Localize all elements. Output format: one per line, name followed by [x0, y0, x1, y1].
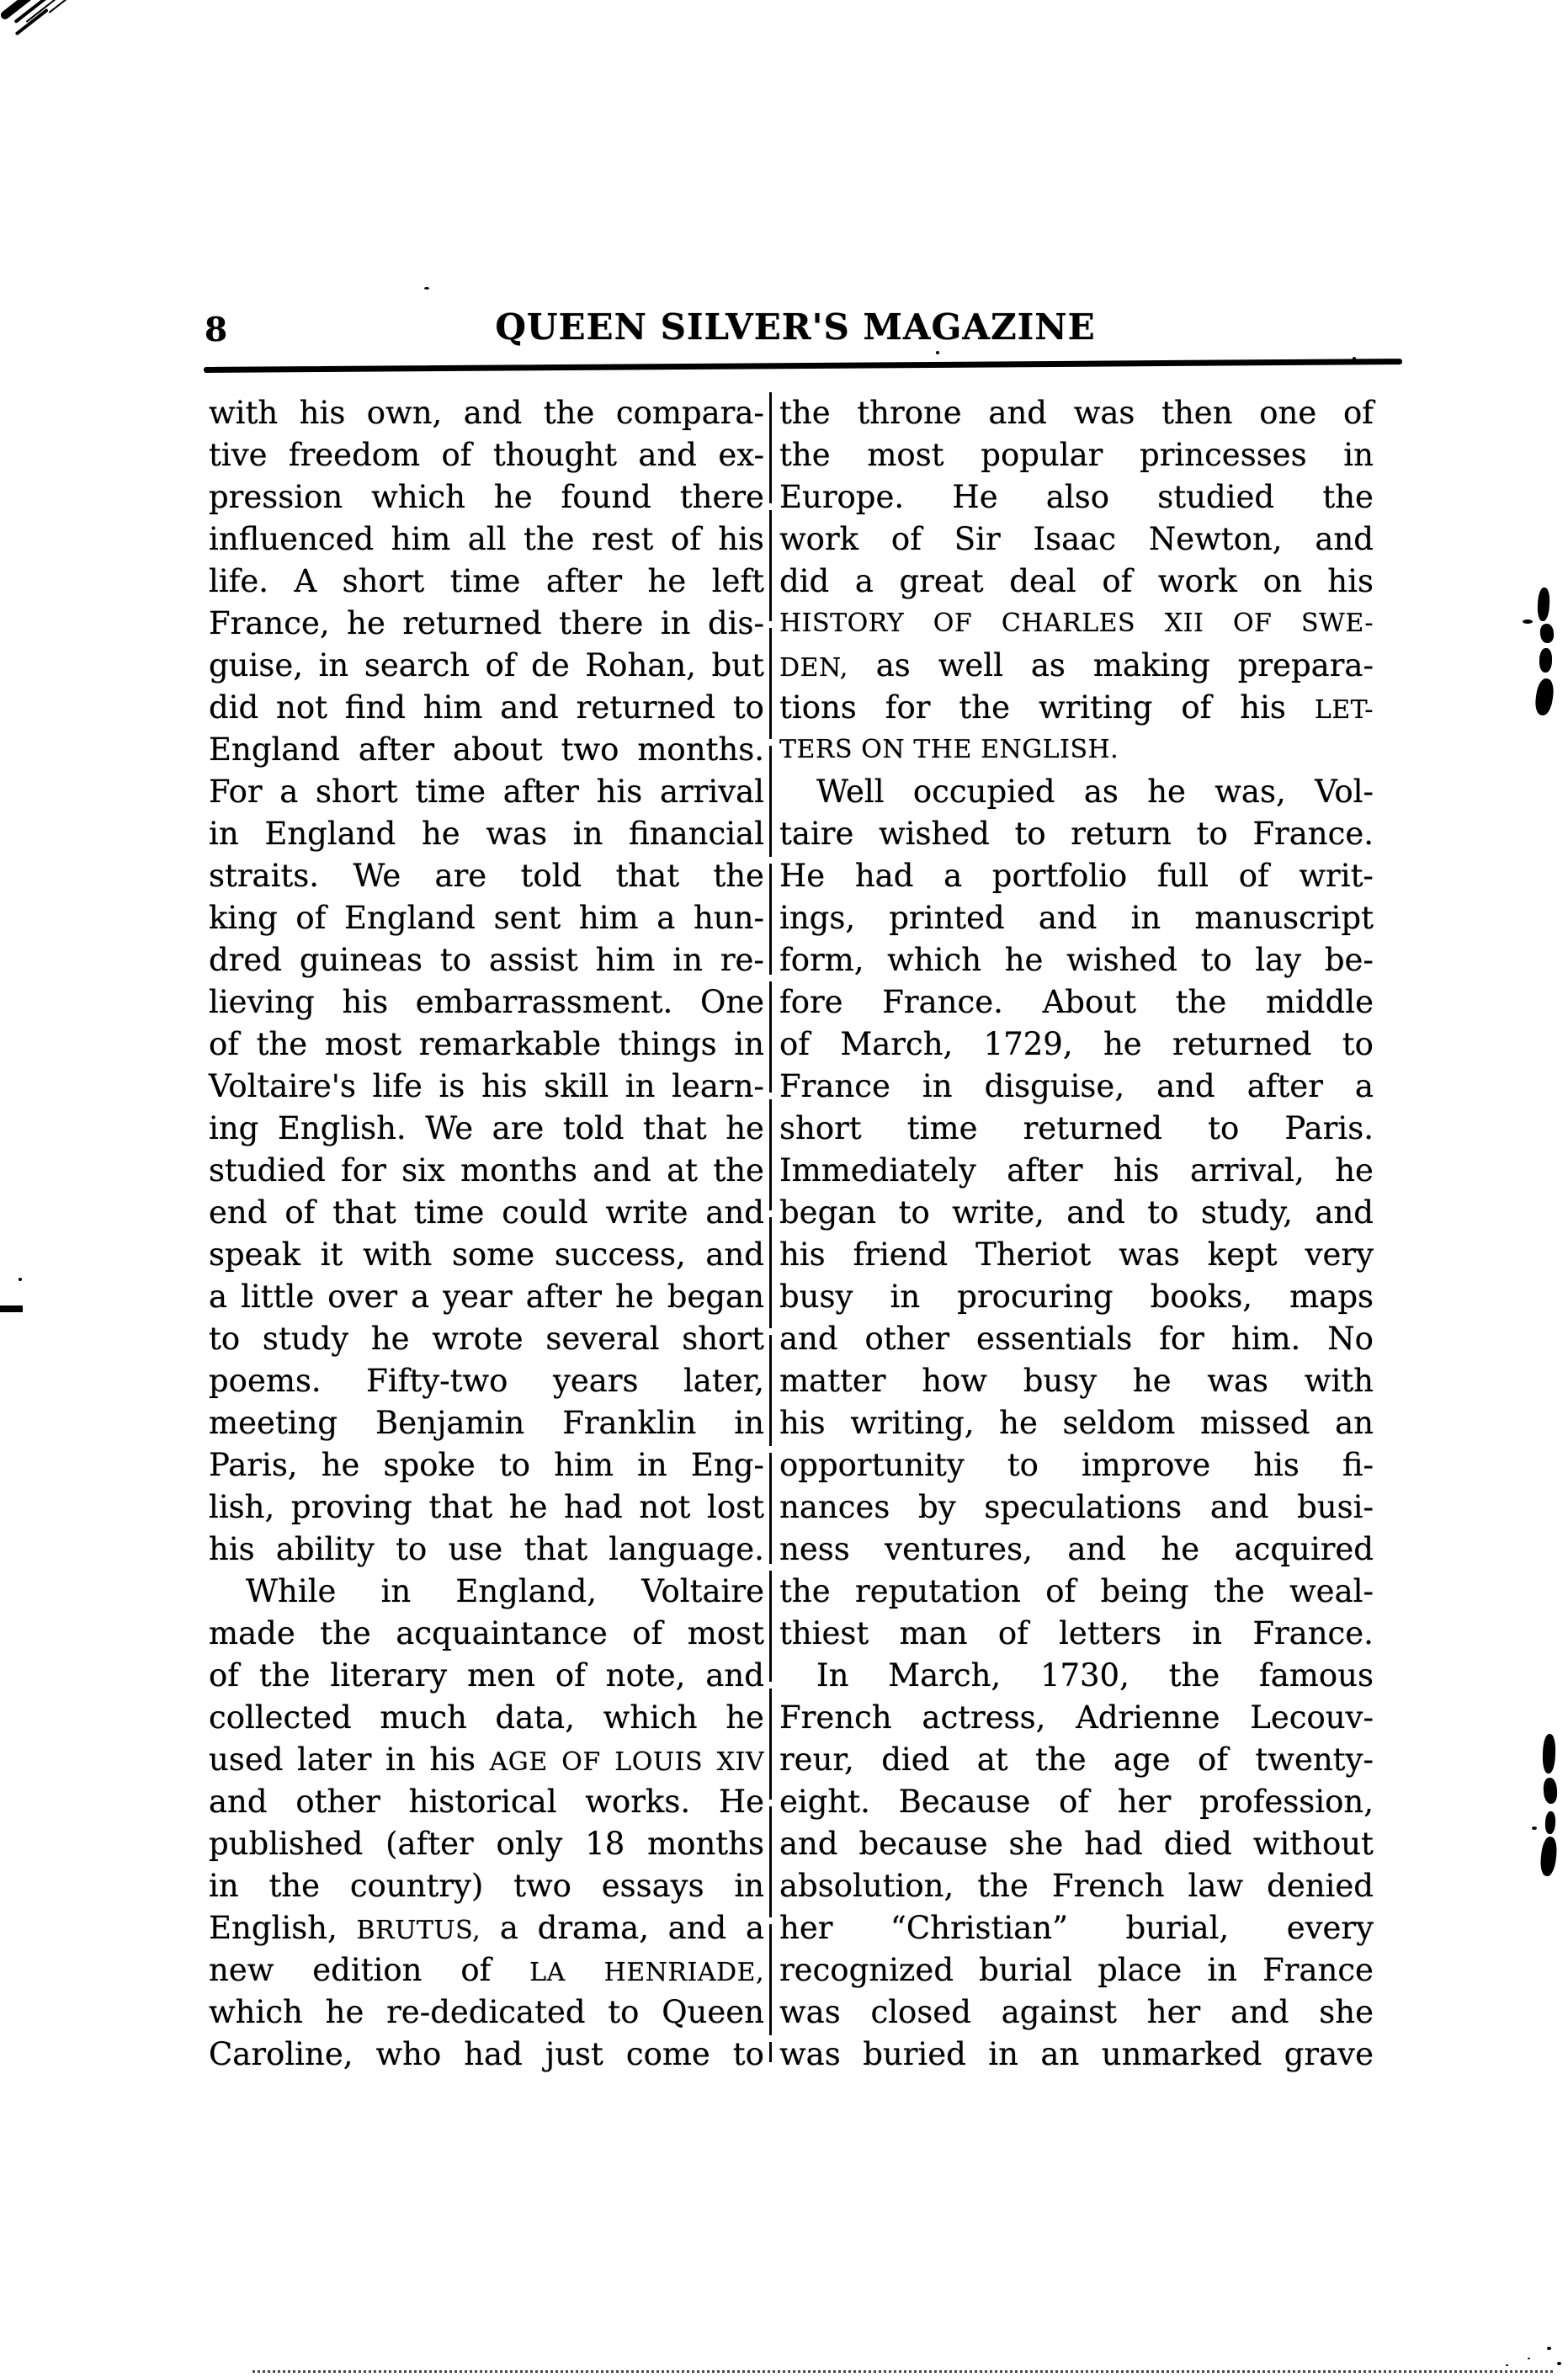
text-line: While in England, Voltaire — [246, 1573, 764, 1609]
scan-noise-bottom-edge — [252, 2365, 1553, 2373]
text-line: end of that time could write and — [209, 1194, 764, 1231]
ink-mark — [1537, 588, 1550, 622]
text-line: and other historical works. He — [209, 1784, 764, 1820]
text-line: king of England sent him a hun- — [209, 900, 764, 936]
text-line: his writing, he seldom missed an — [779, 1405, 1374, 1441]
text-line: reur, died at the age of twenty- — [779, 1742, 1374, 1778]
text-line: of the literary men of note, and — [209, 1657, 764, 1694]
text-line: Voltaire's life is his skill in learn- — [209, 1068, 764, 1104]
text-line: was buried in an unmarked grave — [779, 2036, 1374, 2072]
text-line: to study he wrote several short — [209, 1321, 764, 1357]
text-line: fore France. About the middle — [779, 984, 1374, 1020]
text-line: used later in his AGE OF LOUIS XIV — [209, 1742, 764, 1778]
ink-smudge-top-left — [0, 0, 40, 21]
ink-mark — [1539, 1836, 1559, 1877]
text-line: published (after only 18 months — [209, 1826, 764, 1862]
text-line: collected much data, which he — [209, 1699, 764, 1736]
text-line: taire wished to return to France. — [779, 816, 1374, 852]
text-line: and because she had died without — [779, 1826, 1374, 1862]
text-line: the reputation of being the weal- — [779, 1573, 1374, 1609]
text-line: studied for six months and at the — [209, 1152, 764, 1188]
text-line: dred guineas to assist him in re- — [209, 942, 764, 978]
text-line: the most popular princesses in — [779, 437, 1374, 473]
text-line: life. A short time after he left — [209, 563, 764, 599]
scan-noise-bottom-corner — [1547, 2347, 1551, 2350]
text-line: began to write, and to study, and — [779, 1194, 1374, 1231]
text-line: thiest man of letters in France. — [779, 1615, 1374, 1651]
text-line: was closed against her and she — [779, 1994, 1374, 2030]
text-line: ness ventures, and he acquired — [779, 1531, 1374, 1567]
text-line: did not find him and returned to — [209, 689, 764, 726]
text-line: Well occupied as he was, Vol- — [816, 774, 1374, 810]
text-line: lieving his embarrassment. One — [209, 984, 764, 1020]
ink-mark — [1533, 678, 1555, 716]
ink-speck — [1353, 357, 1356, 360]
text-line: matter how busy he was with — [779, 1363, 1374, 1399]
text-line: England after about two months. — [209, 731, 764, 768]
ink-speck — [1523, 620, 1533, 624]
text-line: made the acquaintance of most — [209, 1615, 764, 1651]
text-line: TERS ON THE ENGLISH. — [779, 735, 1119, 764]
text-line: ing English. We are told that he — [209, 1110, 764, 1146]
column-divider — [769, 392, 772, 2062]
text-line: his friend Theriot was kept very — [779, 1236, 1374, 1273]
text-column-left — [209, 392, 764, 2076]
ink-speck — [936, 351, 939, 354]
ink-speck — [424, 287, 429, 290]
text-line: eight. Because of her profession, — [779, 1784, 1374, 1820]
text-line: recognized burial place in France — [779, 1952, 1374, 1988]
text-line: new edition of LA HENRIADE, — [209, 1952, 764, 1988]
ink-mark — [1539, 648, 1552, 673]
text-column-right — [779, 392, 1374, 2076]
text-line: short time returned to Paris. — [779, 1110, 1374, 1146]
text-line: poems. Fifty-two years later, — [209, 1363, 764, 1399]
text-line: pression which he found there — [209, 479, 764, 515]
page-number: 8 — [205, 311, 228, 349]
text-line: English, BRUTUS, a drama, and a — [209, 1910, 764, 1946]
text-line: influenced him all the rest of his — [209, 521, 764, 557]
header-rule — [204, 359, 1402, 373]
text-line: and other essentials for him. No — [779, 1321, 1374, 1357]
text-line: a little over a year after he began — [209, 1279, 764, 1315]
text-line: in the country) two essays in — [209, 1868, 764, 1904]
text-line: DEN, as well as making prepara- — [779, 647, 1374, 683]
text-line: work of Sir Isaac Newton, and — [779, 521, 1374, 557]
text-line: France in disguise, and after a — [779, 1068, 1374, 1104]
text-line: straits. We are told that the — [209, 858, 764, 894]
text-line: ings, printed and in manuscript — [779, 900, 1374, 936]
text-line: busy in procuring books, maps — [779, 1279, 1374, 1315]
text-line: with his own, and the compara- — [209, 395, 764, 431]
text-line: opportunity to improve his fi- — [779, 1447, 1374, 1483]
text-line: Europe. He also studied the — [779, 479, 1374, 515]
text-line: Immediately after his arrival, he — [779, 1152, 1374, 1188]
text-line: of March, 1729, he returned to — [779, 1026, 1374, 1062]
text-line: in England he was in financial — [209, 816, 764, 852]
text-line: guise, in search of de Rohan, but — [209, 647, 764, 683]
text-line: speak it with some success, and — [209, 1236, 764, 1273]
ink-speck — [19, 1278, 22, 1281]
ink-mark — [1543, 1777, 1558, 1804]
text-line: did a great deal of work on his — [779, 563, 1374, 599]
text-line: tions for the writing of his LET- — [779, 689, 1374, 726]
text-line: form, which he wished to lay be- — [779, 942, 1374, 978]
page-title: QUEEN SILVER'S MAGAZINE — [495, 306, 1096, 348]
text-line: He had a portfolio full of writ- — [779, 858, 1374, 894]
text-line: In March, 1730, the famous — [816, 1657, 1374, 1694]
ink-mark — [1539, 623, 1555, 644]
text-line: his ability to use that language. — [209, 1531, 764, 1567]
text-line: which he re-dedicated to Queen — [209, 1994, 764, 2030]
text-line: of the most remarkable things in — [209, 1026, 764, 1062]
text-line: her “Christian” burial, every — [779, 1910, 1374, 1946]
ink-mark — [1542, 1734, 1556, 1773]
text-line: nances by speculations and busi- — [779, 1489, 1374, 1525]
text-line: Caroline, who had just come to — [209, 2036, 764, 2072]
text-line: meeting Benjamin Franklin in — [209, 1405, 764, 1441]
text-line: France, he returned there in dis- — [209, 605, 764, 641]
ink-speck — [1532, 1827, 1537, 1830]
text-line: tive freedom of thought and ex- — [209, 437, 764, 473]
text-line: HISTORY OF CHARLES XII OF SWE- — [779, 609, 1374, 638]
ink-mark — [1544, 1811, 1555, 1835]
text-line: absolution, the French law denied — [779, 1868, 1374, 1904]
text-line: French actress, Adrienne Lecouv- — [779, 1699, 1374, 1736]
text-line: For a short time after his arrival — [209, 774, 764, 810]
text-line: Paris, he spoke to him in Eng- — [209, 1447, 764, 1483]
text-line: the throne and was then one of — [779, 395, 1374, 431]
text-line: lish, proving that he had not lost — [209, 1489, 764, 1525]
stray-dash-left-edge — [0, 1305, 23, 1312]
